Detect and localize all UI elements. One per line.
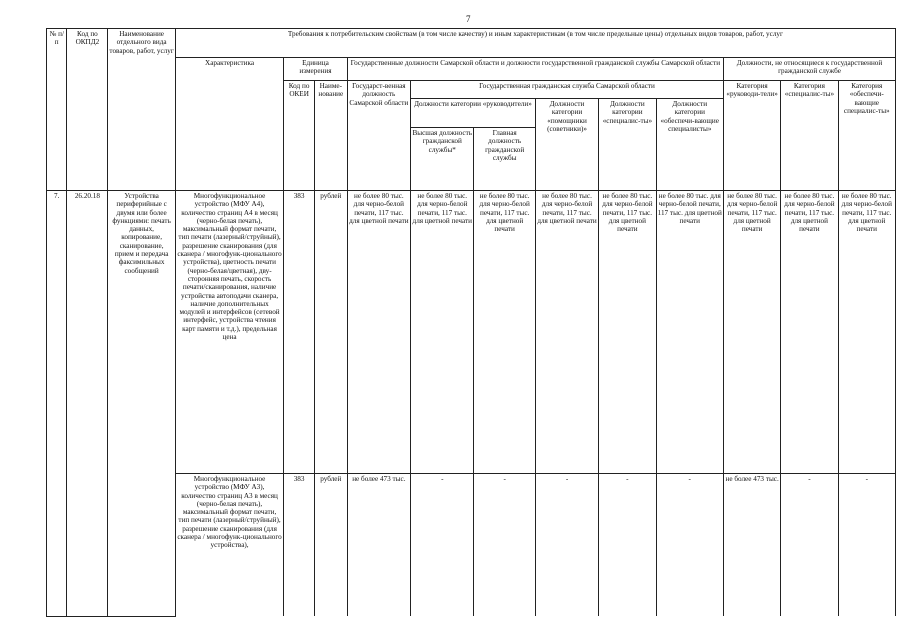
row-value: - [838, 474, 895, 617]
header-row-1 [47, 29, 896, 58]
managers-header: Должности категории «руководители» [411, 99, 536, 128]
support-specialists-header: Должности категории «обеспечи-вающие специалисты» [656, 99, 724, 191]
cat-support-header: Категория «обеспечи-вающие специалис-ты» [838, 81, 895, 191]
row-value: - [656, 474, 724, 617]
advisers-header: Должности категории «помощники (советники)» [535, 99, 598, 191]
characteristic-header: Характеристика [175, 58, 283, 191]
non-gov-positions-header: Должности, не относящиеся к государственной гражданской службе [724, 58, 896, 81]
row-value: - [781, 474, 838, 617]
row-unit-code: 383 [284, 191, 315, 474]
row-value: не более 80 тыс. для черно-белой печати, 117 тыс. для цветной печати [411, 191, 474, 474]
row-num: 7. [47, 191, 67, 617]
requirements-table [46, 28, 896, 617]
unit-header: Единица измерения [284, 58, 347, 81]
row-value: не более 473 тыс. [347, 474, 410, 617]
row-value: не более 80 тыс. для черно-белой печати, 117 тыс. для цветной печати [656, 191, 724, 474]
gov-position-header: Государст-венная должность Самарской области [347, 81, 410, 191]
specialists-header: Должности категории «специалис-ты» [599, 99, 656, 191]
row-unit-code: 383 [284, 474, 315, 617]
row-value: не более 80 тыс. для черно-белой печати, 117 тыс. для цветной печати [724, 191, 781, 474]
highest-position-header: Высшая должность гражданской службы* [411, 128, 474, 191]
row-value: не более 80 тыс. для черно-белой печати, 117 тыс. для цветной печати [474, 191, 535, 474]
cat-specialists-header: Категория «специалис-ты» [781, 81, 838, 191]
row-value: не более 80 тыс. для черно-белой печати, 117 тыс. для цветной печати [838, 191, 895, 474]
row-value: не более 80 тыс. для черно-белой печати, 117 тыс. для цветной печати [347, 191, 410, 474]
row-value: не более 473 тыс. [724, 474, 781, 617]
table-row [47, 191, 896, 474]
col-okpd-header: Код по ОКПД2 [67, 29, 108, 191]
gov-positions-header: Государственные должности Самарской области и должности государственной гражданской службы Самарской области [347, 58, 723, 81]
row-value: - [474, 474, 535, 617]
row-name: Устройства периферийные с двумя или более функциями: печать данных, копирование, сканирование, прием и передача факсимильных сообщений [108, 191, 176, 617]
row-value: - [411, 474, 474, 617]
row-value: - [599, 474, 656, 617]
cat-managers-header: Категория «руководи-тели» [724, 81, 781, 191]
col-num-header: № п/п [47, 29, 67, 191]
row-characteristic: Многофункциональное устройство (МФУ А4), количество страниц А4 в месяц (черно-белая печать), максимальный формат печати, тип печати (лазерный/струйный), разрешение сканирования (для сканера / многофунк-ционального устройства), цветность печати (черно-белая/цветная), дву-сторонняя печать, скорость печати/сканирования, наличие устройства автоподачи сканера, наличие дополнительных модулей и интерфейсов (сетевой интерфейс, устройства чтения карт памяти и т.д.), предельная цена [175, 191, 283, 474]
col-name-header: Наименование отдельного вида товаров, работ, услуг [108, 29, 176, 191]
civil-service-header: Государственная гражданская служба Самарской области [411, 81, 724, 99]
row-unit-name: рублей [314, 474, 347, 617]
row-value: - [535, 474, 598, 617]
unit-code-header: Код по ОКЕИ [284, 81, 315, 191]
page-number: 7 [466, 14, 471, 24]
main-position-header: Главная должность гражданской службы [474, 128, 535, 191]
row-characteristic: Многофункциональное устройство (МФУ А3), количество страниц А3 в месяц (черно-белая печать), максимальный формат печати, тип печати (лазерный/струйный), разрешение сканирования (для сканера / многофунк-ционального устройства), [175, 474, 283, 617]
row-okpd: 26.20.18 [67, 191, 108, 617]
row-value: не более 80 тыс. для черно-белой печати, 117 тыс. для цветной печати [535, 191, 598, 474]
row-value: не более 80 тыс. для черно-белой печати, 117 тыс. для цветной печати [781, 191, 838, 474]
row-unit-name: рублей [314, 191, 347, 474]
row-value: не более 80 тыс. для черно-белой печати, 117 тыс. для цветной печати [599, 191, 656, 474]
unit-name-header: Наиме-нование [314, 81, 347, 191]
requirements-header: Требования к потребительским свойствам (в том числе качеству) и иным характеристикам (в том числе предельные цены) отдельных видов товаров, работ, услуг [175, 29, 895, 58]
